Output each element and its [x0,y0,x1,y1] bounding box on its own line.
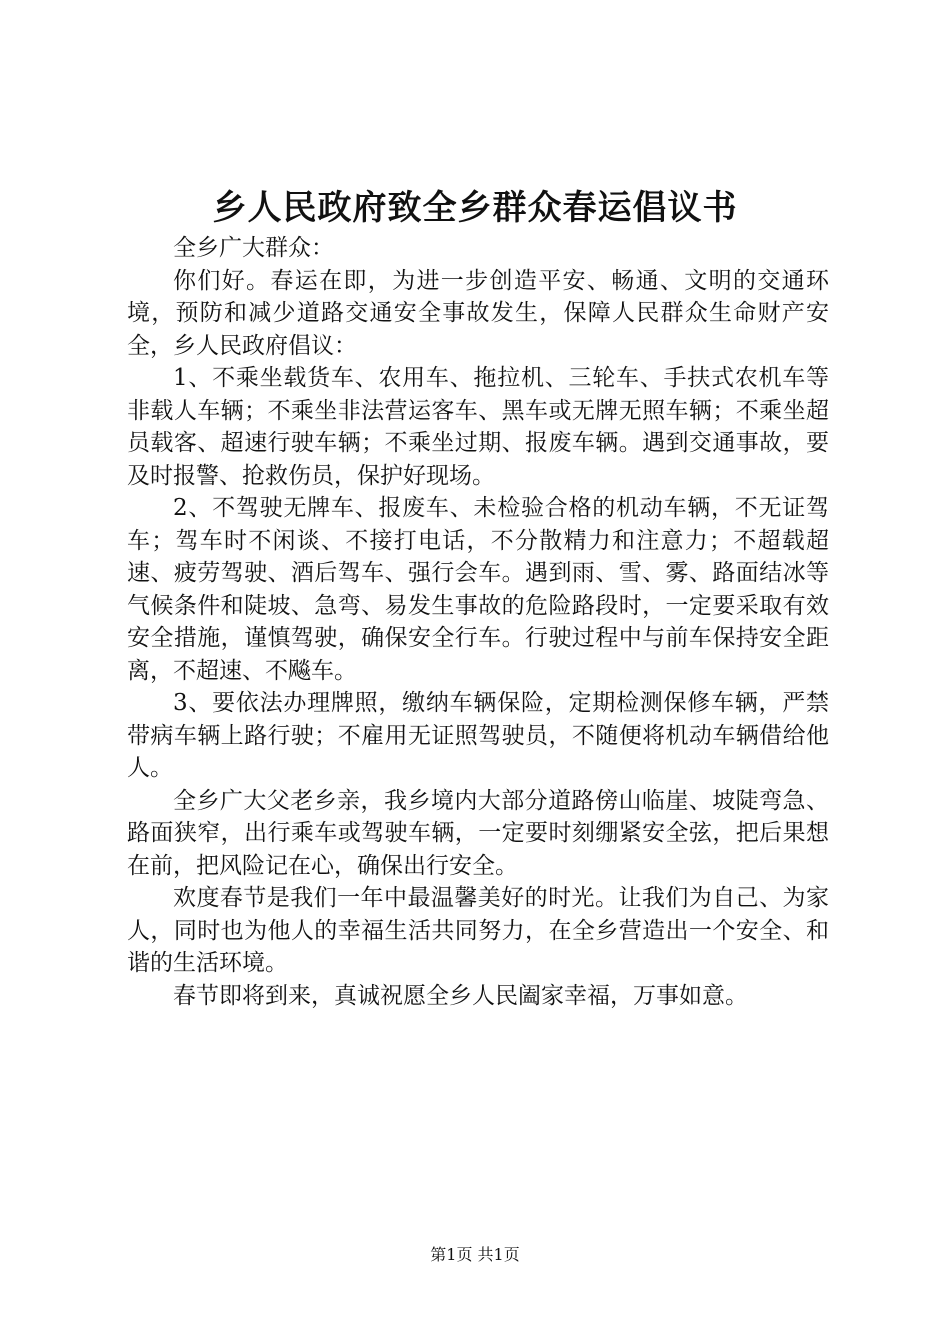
paragraph-item-2: 2、不驾驶无牌车、报废车、未检验合格的机动车辆，不无证驾车；驾车时不闲谈、不接打电话，不分散精力和注意力；不超载超速、疲劳驾驶、酒后驾车、强行会车。遇到雨、雪、雾、路面结冰等气候条件和陡坡、急弯、易发生事故的危险路段时，一定要采取有效安全措施，谨慎驾驶，确保安全行车。行驶过程中与前车保持安全距离，不超速、不飚车。 [127,495,829,684]
paragraph-closing: 春节即将到来，真诚祝愿全乡人民阖家幸福，万事如意。 [173,982,748,1009]
page-number-footer: 第1页 共1页 [430,1245,520,1264]
paragraph-item-3: 3、要依法办理牌照，缴纳车辆保险，定期检测保修车辆，严禁带病车辆上路行驶；不雇用无证照驾驶员，不随便将机动车辆借给他人。 [127,690,829,781]
paragraph-appeal: 全乡广大父老乡亲，我乡境内大部分道路傍山临崖、坡陡弯急、路面狭窄，出行乘车或驾驶车辆，一定要时刻绷紧安全弦，把后果想在前，把风险记在心，确保出行安全。 [127,787,829,879]
paragraph-festival: 欢度春节是我们一年中最温馨美好的时光。让我们为自己、为家人，同时也为他人的幸福生活共同努力，在全乡营造出一个安全、和谐的生活环境。 [127,885,829,976]
paragraph-item-1: 1、不乘坐载货车、农用车、拖拉机、三轮车、手扶式农机车等非载人车辆；不乘坐非法营运客车、黑车或无牌无照车辆；不乘坐超员载客、超速行驶车辆；不乘坐过期、报废车辆。遇到交通事故，要及时报警、抢救伤员，保护好现场。 [127,365,829,489]
paragraph-greeting: 你们好。春运在即，为进一步创造平安、畅通、文明的交通环境，预防和减少道路交通安全事故发生，保障人民群众生命财产安全，乡人民政府倡议： [127,267,829,359]
document-body [127,232,829,1012]
salutation: 全乡广大群众： [173,235,334,261]
document-title: 乡人民政府致全乡群众春运倡议书 [212,188,738,228]
